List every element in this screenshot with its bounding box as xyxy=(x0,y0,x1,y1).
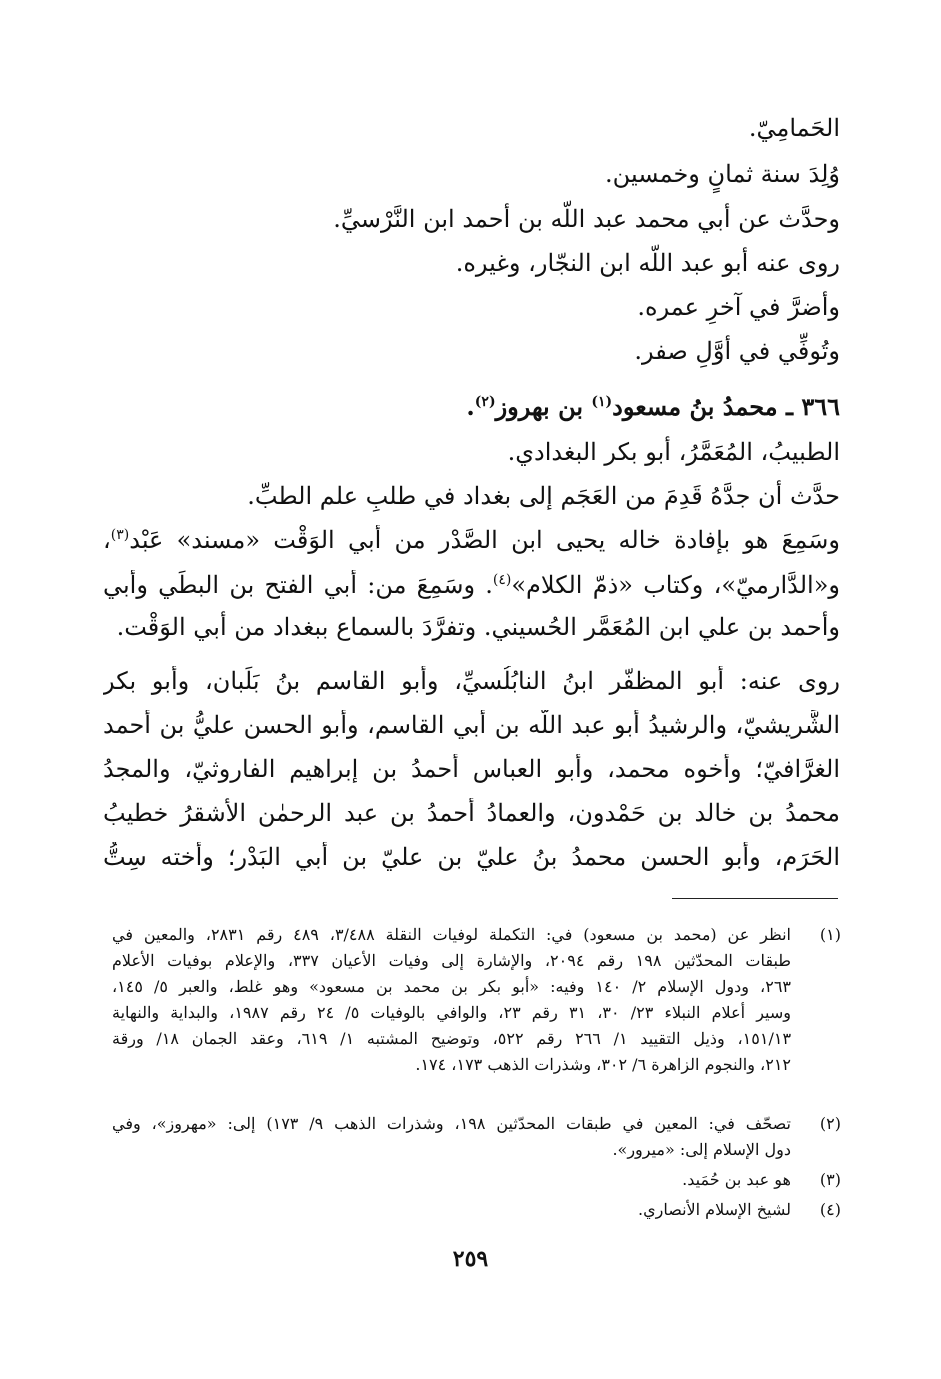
footnote-line: انظر عن (محمد بن مسعود) في: التكملة لوفيات النقلة ٣/٤٨٨، ٤٨٩ رقم ٢٨٣١، والمعين في xyxy=(112,925,791,944)
entry-heading xyxy=(466,392,840,422)
footnote-ref: (١) xyxy=(591,394,613,410)
text-line xyxy=(103,570,840,600)
entry-title-cont: بن بهروز xyxy=(495,392,592,421)
footnote-number: (٤) xyxy=(819,1200,841,1219)
footnote-line: ٢٦٣، ودول الإسلام ٢/ ١٤٠ وفيه: «أبو بكر بن محمد بن مسعود» وهو غلط، والعبر ٥/ ١٤٥، xyxy=(112,977,791,996)
footnote-line: هو عبد بن حُمَيد. xyxy=(682,1170,791,1189)
text-line: وحدَّث عن أبي محمد عبد اللّه بن أحمد ابن النَّرْسيِّ. xyxy=(333,205,840,233)
text-line: الشَّريشيّ، والرشيدُ أبو عبد اللّه بن أبي القاسم، وأبو الحسن عليُّ بن أحمد xyxy=(103,711,840,739)
text-line: حدَّث أن جدَّهُ قَدِمَ من العَجَم إلى بغداد في طلبِ علم الطبِّ. xyxy=(247,482,840,510)
footnote-line: ١٥١/١٣، وذيل التقييد ١/ ٢٦٦ رقم ٥٢٢، وتوضيح المشتبه ١/ ٦١٩، وعقد الجمان ١٨/ ورقة xyxy=(112,1029,791,1048)
text-line: وأضرَّ في آخرِ عمره. xyxy=(637,293,840,321)
text-line: الغرَّافيّ؛ وأخوه محمد، وأبو العباس أحمدُ بن إبراهيم الفاروثيّ، والمجدُ xyxy=(103,755,840,783)
footnote-ref: (٤) xyxy=(492,572,512,588)
text-line: محمدُ بن خالد بن حَمْدون، والعمادُ أحمدُ بن عبد الرحمٰن الأشقرُ خطيبُ xyxy=(103,799,840,827)
footnote-line: لشيخ الإسلام الأنصاري. xyxy=(637,1200,791,1219)
text-line: الحَرَم، وأبو الحسن محمدُ بنُ عليّ بن عليّ بن أبي البَدْر؛ وأخته سِتُّ xyxy=(103,843,840,871)
footnote-line: وسير أعلام النبلاء ٢٣/ ٣٠، ٣١ رقم ٢٣، والوافي بالوفيات ٥/ ٢٤ رقم ١٩٨٧، والبداية والنهاية xyxy=(112,1003,791,1022)
text-segment: ، xyxy=(103,526,111,554)
text-line: وُلِدَ سنة ثمانٍ وخمسين. xyxy=(605,160,840,188)
text-line: الطبيبُ، المُعَمَّرُ، أبو بكر البغدادي. xyxy=(507,438,840,466)
text-segment: وسَمِعَ هو بإفادة خاله يحيى ابن الصَّدْر من أبي الوَقْت «مسند» عَبْد xyxy=(129,526,840,554)
footnote-number: (٢) xyxy=(819,1114,841,1133)
text-line: وأحمد بن علي ابن المُعَمَّر الحُسيني. وتفرَّدَ بالسماع ببغداد من أبي الوَقْت. xyxy=(116,613,840,641)
footnote-ref: (٢) xyxy=(474,394,496,410)
text-line: روى عنه أبو عبد اللّه ابن النجّار، وغيره. xyxy=(455,249,840,277)
footnote-line: دول الإسلام إلى: «ميرور». xyxy=(612,1140,791,1159)
text-line: الحَمامِيّ. xyxy=(748,114,840,142)
footnote-ref: (٣) xyxy=(110,527,130,543)
footnote-line: تصحّف في: المعين في طبقات المحدّثين ١٩٨، وشذرات الذهب ٩/ ١٧٣) إلى: «مهروز»، وفي xyxy=(112,1114,791,1133)
text-line: وتُوفِّي في أوَّلِ صفر. xyxy=(634,337,840,365)
entry-title-end: . xyxy=(466,392,475,421)
footnote-separator xyxy=(672,898,838,899)
text-line: روى عنه: أبو المظفّر ابنُ النابُلُسيِّ، وأبو القاسم بنُ بَلَبان، وأبو بكر xyxy=(103,667,840,695)
text-line xyxy=(103,525,840,555)
footnote-number: (١) xyxy=(819,925,841,944)
entry-title: ٣٦٦ ـ محمدُ بنُ مسعود xyxy=(612,392,840,421)
text-segment: . وسَمِعَ من: أبي الفتح بن البطِّي وأبي xyxy=(103,571,493,599)
footnote-number: (٣) xyxy=(819,1170,841,1189)
text-segment: و«الدَّارميّ»، وكتاب «ذمّ الكلام» xyxy=(511,571,840,599)
footnote-line: ٢١٢، والنجوم الزاهرة ٦/ ٣٠٢، وشذرات الذهب ١٧٣، ١٧٤. xyxy=(415,1055,791,1074)
page-number: ٢٥٩ xyxy=(452,1246,489,1272)
footnote-line: طبقات المحدّثين ١٩٨ رقم ٢٠٩٤، والإشارة إلى وفيات الأعيان ٣٣٧، والإعلام بوفيات الأعلام xyxy=(112,951,791,970)
